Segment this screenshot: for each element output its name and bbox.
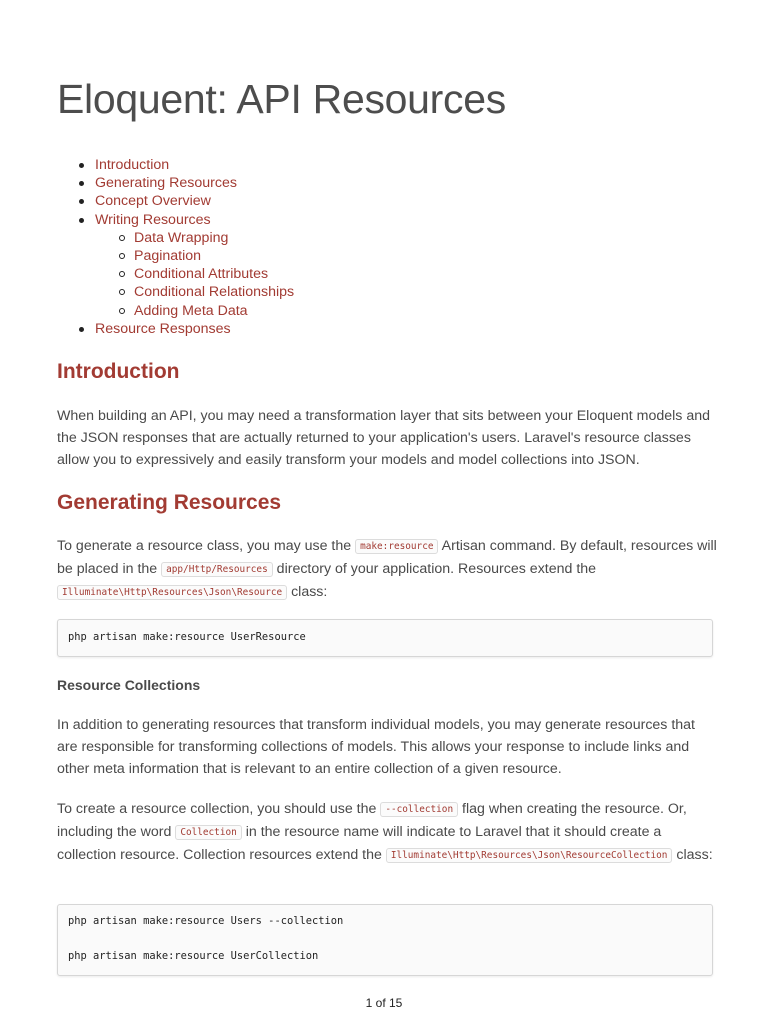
toc-subitem-conditional-relationships bbox=[134, 283, 751, 301]
code-block-collection bbox=[57, 904, 713, 976]
toc-item-concept-overview bbox=[95, 192, 751, 210]
text-segment: class: bbox=[672, 847, 713, 863]
toc-link-introduction[interactable]: Introduction bbox=[95, 157, 170, 173]
collection-flag-paragraph bbox=[57, 798, 717, 867]
page-title: Eloquent: API Resources bbox=[57, 76, 506, 122]
resource-collections-paragraph: In addition to generating resources that transform individual models, you may generate resources that are responsible for transforming collections of models. This allows your response to include links and other meta information that is relevant to an entire collection of a given resource. bbox=[57, 717, 696, 777]
toc-sublist bbox=[95, 229, 751, 320]
toc-item-resource-responses bbox=[95, 320, 751, 338]
toc-link-adding-meta-data[interactable]: Adding Meta Data bbox=[134, 302, 248, 319]
generating-resources-heading: Generating Resources bbox=[57, 491, 282, 514]
toc-link-conditional-attributes[interactable]: Conditional Attributes bbox=[134, 266, 269, 283]
introduction-heading: Introduction bbox=[57, 360, 180, 383]
toc-subitem-data-wrapping bbox=[134, 229, 751, 247]
generating-paragraph bbox=[57, 535, 717, 604]
code-line: php artisan make:resource Users --collection bbox=[68, 915, 344, 927]
introduction-paragraph: When building an API, you may need a transformation layer that sits between your Eloquent models and the JSON responses that are actually returned to your application's users. Laravel's resource classes allow you to expressively and easily transform your models and model collections into JSON. bbox=[57, 408, 711, 468]
inline-code-make-resource: make:resource bbox=[355, 539, 438, 554]
toc-item-writing-resources bbox=[95, 211, 751, 320]
code-line: php artisan make:resource UserResource bbox=[68, 631, 306, 643]
page-indicator: 1 of 15 bbox=[365, 996, 403, 1010]
text-segment: To generate a resource class, you may use the bbox=[57, 538, 356, 554]
toc-item-generating-resources bbox=[95, 174, 751, 192]
resource-collections-heading: Resource Collections bbox=[57, 677, 201, 693]
inline-code-resource-class: Illuminate\Http\Resources\Json\Resource bbox=[57, 585, 287, 600]
text-segment: Artisan command. By default, resources will be placed in the bbox=[57, 538, 717, 577]
text-segment: class: bbox=[287, 584, 328, 600]
code-line: php artisan make:resource UserCollection bbox=[68, 950, 319, 962]
text-segment: flag when creating the resource. Or, including the word bbox=[57, 801, 687, 840]
text-segment: in the resource name will indicate to Laravel that it should create a collection resource. Collection resources extend the bbox=[57, 824, 662, 863]
toc-link-concept-overview[interactable]: Concept Overview bbox=[95, 193, 211, 210]
text-segment: directory of your application. Resources extend the bbox=[272, 561, 597, 577]
toc-subitem-pagination bbox=[134, 247, 751, 265]
toc-link-writing-resources[interactable]: Writing Resources bbox=[95, 211, 211, 228]
inline-code-resource-collection-class: Illuminate\Http\Resources\Json\ResourceCollection bbox=[386, 848, 673, 863]
inline-code-collection-word: Collection bbox=[175, 825, 241, 840]
toc-link-data-wrapping[interactable]: Data Wrapping bbox=[134, 229, 229, 246]
table-of-contents bbox=[57, 156, 751, 338]
toc-subitem-conditional-attributes bbox=[134, 265, 751, 283]
toc-link-conditional-relationships[interactable]: Conditional Relationships bbox=[134, 284, 295, 301]
toc-subitem-adding-meta-data bbox=[134, 302, 751, 320]
text-segment: To create a resource collection, you should use the bbox=[57, 801, 381, 817]
code-block-make-resource bbox=[57, 619, 713, 657]
toc-item-introduction bbox=[95, 156, 751, 174]
inline-code-resources-path: app/Http/Resources bbox=[161, 562, 273, 577]
toc-link-pagination[interactable]: Pagination bbox=[134, 248, 202, 265]
toc-link-generating-resources[interactable]: Generating Resources bbox=[95, 175, 237, 192]
inline-code-collection-flag: --collection bbox=[380, 802, 458, 817]
toc-link-resource-responses[interactable]: Resource Responses bbox=[95, 320, 231, 337]
